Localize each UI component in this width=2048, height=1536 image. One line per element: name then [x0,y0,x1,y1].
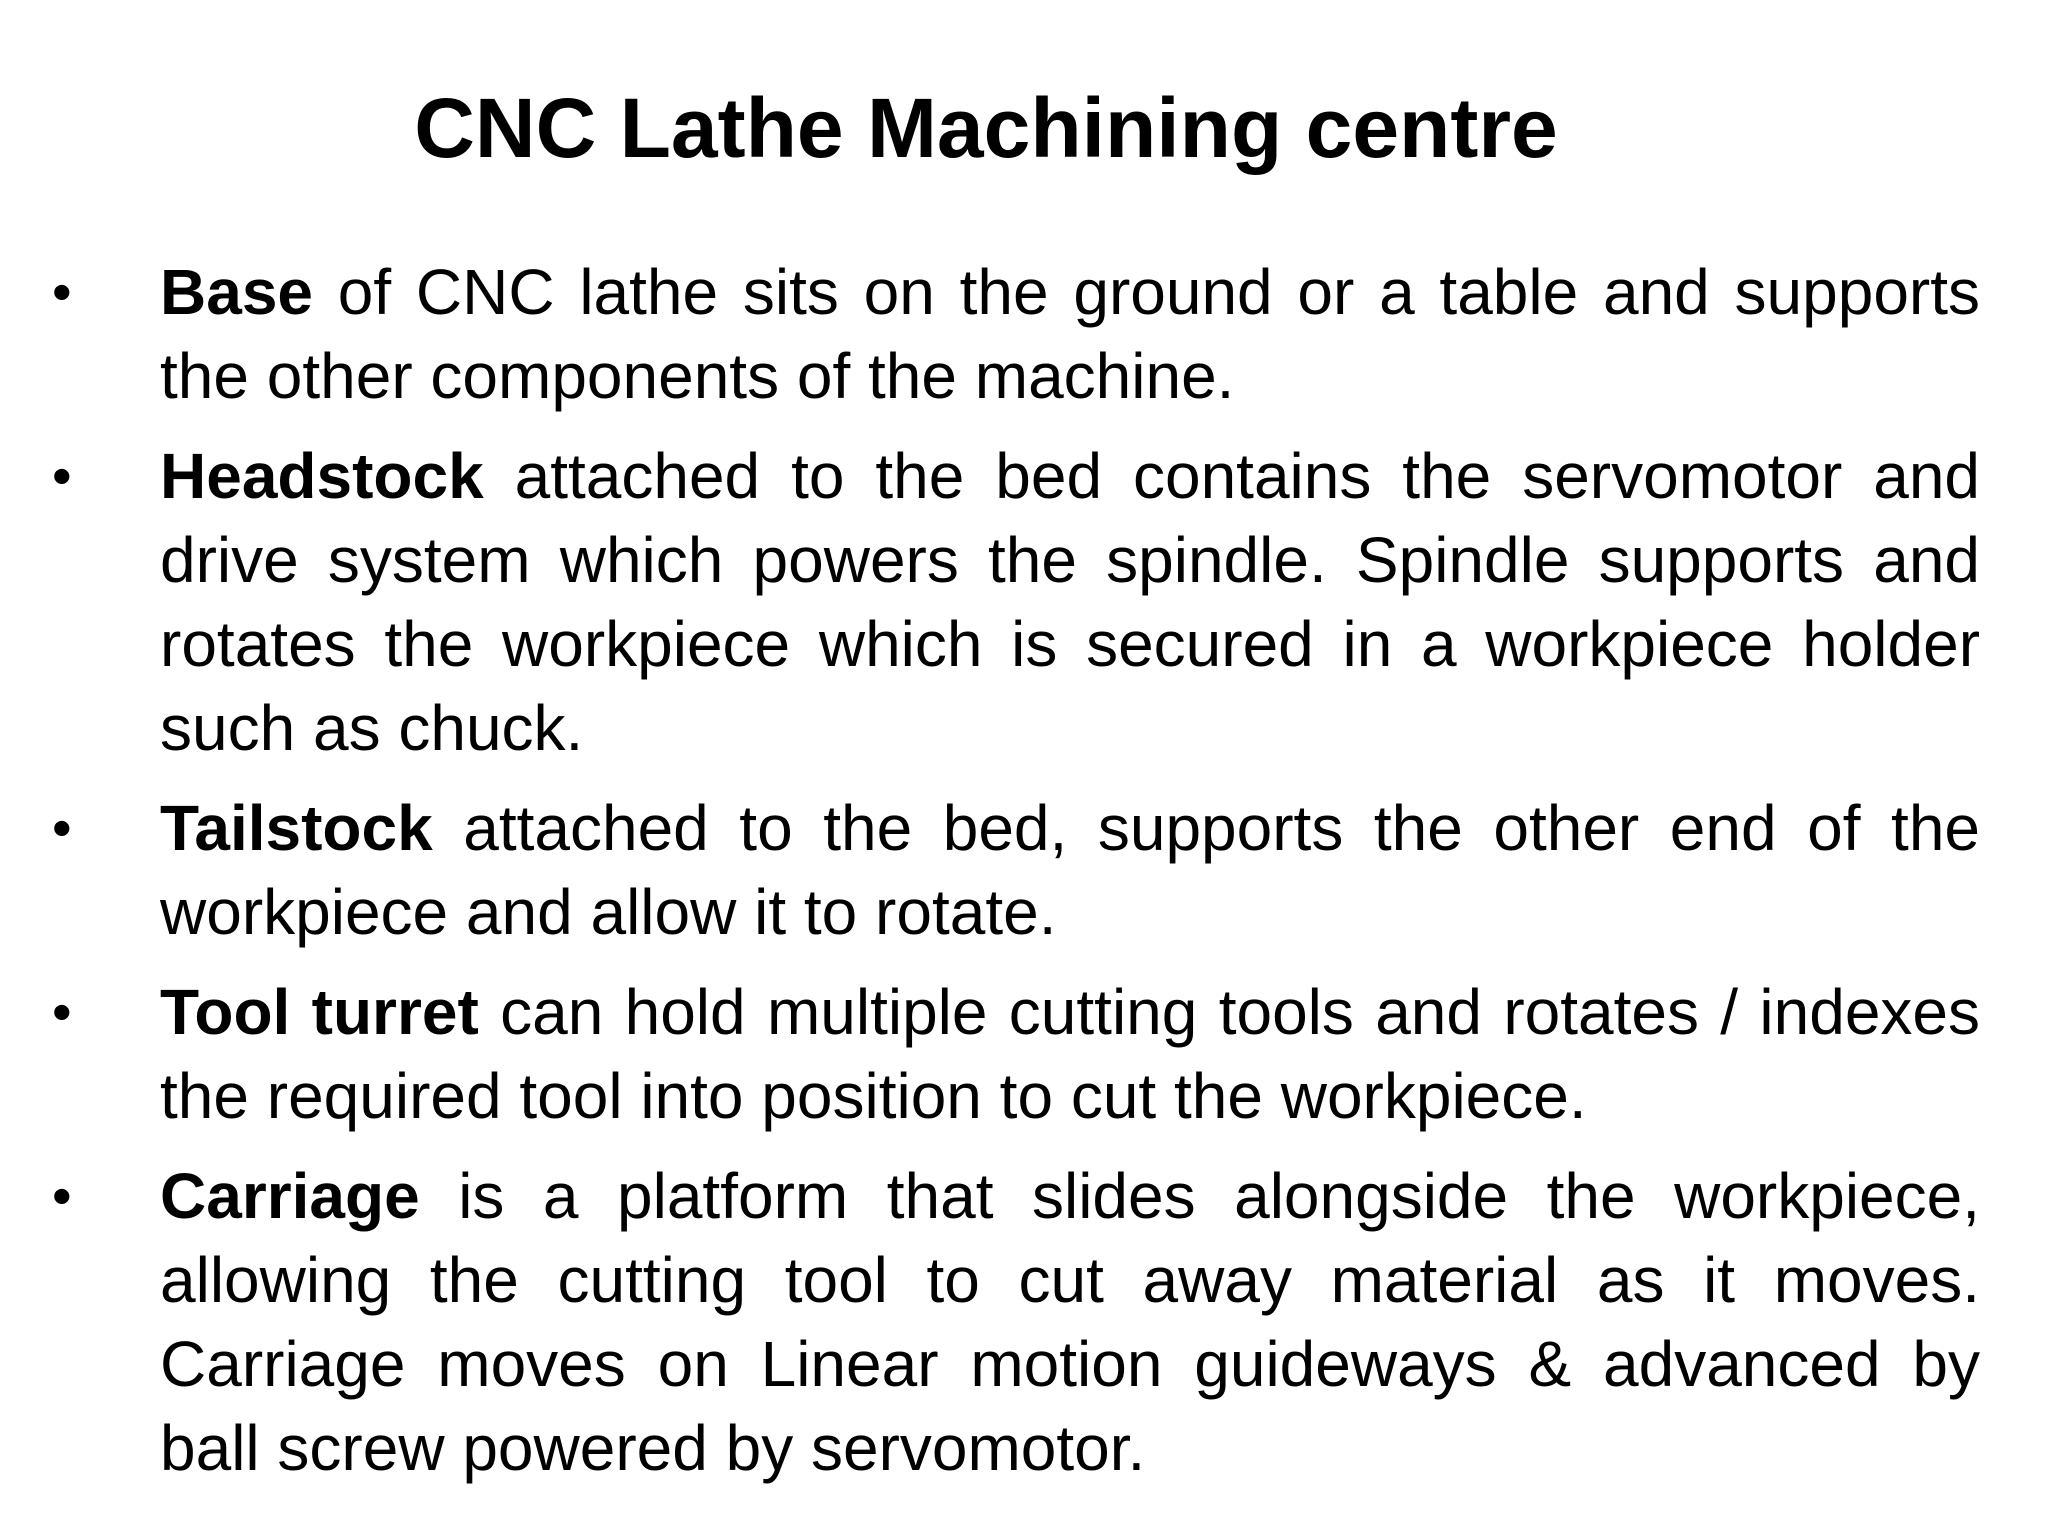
bullet-term: Base [160,256,313,328]
bullet-item-carriage [52,1154,1980,1490]
bullet-item-tool-turret [52,970,1980,1138]
bullet-text: attached to the bed, supports the other end of the workpiece and allow it to rotate. [160,792,1980,948]
bullet-icon: • [52,260,72,323]
bullet-icon: • [52,980,72,1043]
bullet-text: attached to the bed contains the servomotor and drive system which powers the spindle. Spindle supports and rotates the workpiece which is secured in a workpiece holder such as chuck. [160,440,1980,764]
bullet-item-headstock [52,434,1980,770]
bullet-text: can hold multiple cutting tools and rotates / indexes the required tool into position to cut the workpiece. [160,976,1980,1132]
bullet-icon: • [52,444,72,507]
bullet-term: Headstock [160,440,484,512]
bullet-term: Tool turret [160,976,479,1048]
bullet-text: is a platform that slides alongside the workpiece, allowing the cutting tool to cut away material as it moves. Carriage moves on Linear motion guideways & advanced by ball screw powered by servomotor. [160,1160,1980,1484]
slide-title: CNC Lathe Machining centre [414,81,1558,175]
bullet-term: Carriage [160,1160,420,1232]
bullet-item-base [52,250,1980,418]
bullet-list [52,250,1980,1506]
bullet-icon: • [52,1164,72,1227]
bullet-text: of CNC lathe sits on the ground or a table and supports the other components of the machine. [160,256,1980,412]
bullet-term: Tailstock [160,792,433,864]
bullet-icon: • [52,796,72,859]
bullet-item-tailstock [52,786,1980,954]
